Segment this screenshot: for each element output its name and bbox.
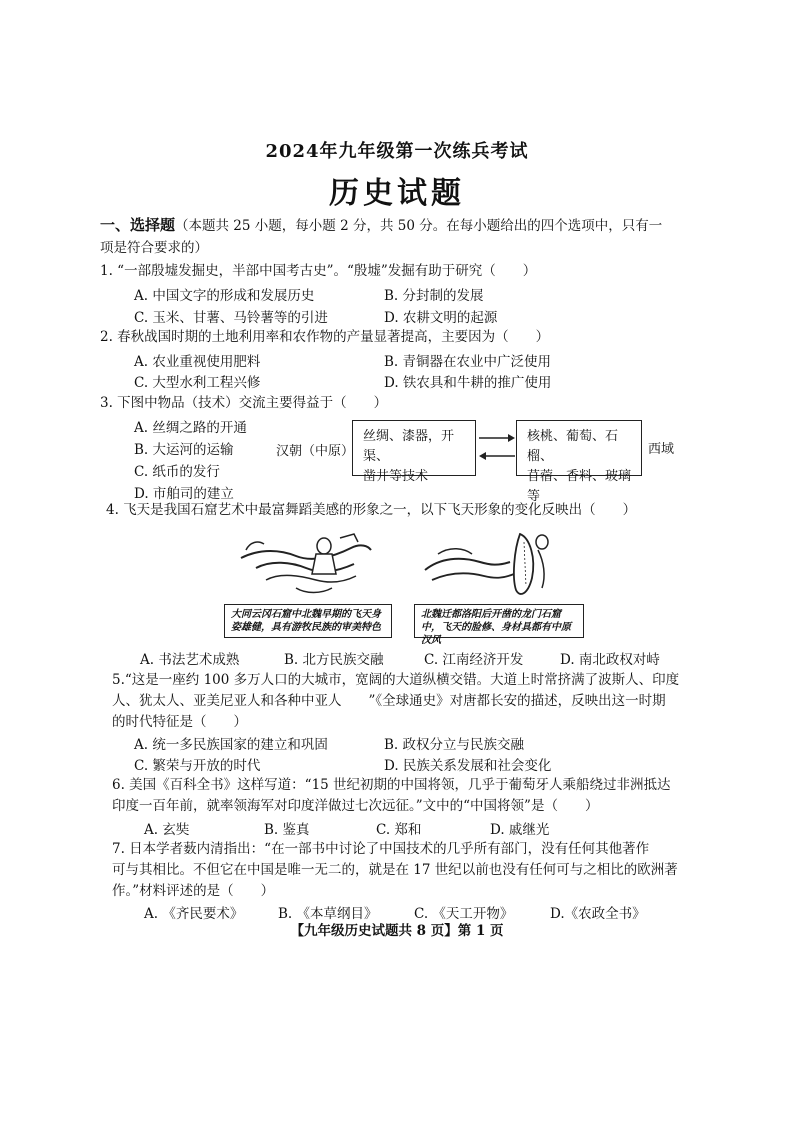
q7-stem-line1: 7. 日本学者薮内清指出：“在一部书中讨论了中国技术的几乎所有部门，没有任何其他著作 xyxy=(112,841,650,857)
q3-label-han: 汉朝（中原） xyxy=(276,444,355,459)
q4-caption-yungang: 大同云冈石窟中北魏早期的飞天身姿雄健，具有游牧民族的审美特色 xyxy=(224,604,392,638)
q3-option-d[interactable]: D. 市舶司的建立 xyxy=(134,486,234,502)
q1-option-b[interactable]: B. 分封制的发展 xyxy=(384,288,484,304)
q5-stem-line2: 人、犹太人、亚美尼亚人和各种中亚人 ”《全球通史》对唐都长安的描述，反映出这一时期 xyxy=(112,693,666,709)
exchange-arrows xyxy=(477,430,517,470)
q3-box-han-line1: 丝绸、漆器，开渠、 xyxy=(363,429,455,464)
section-instructions-line1: （本题共 25 小题，每小题 2 分，共 50 分。在每小题给出的四个选项中，只有一 xyxy=(175,218,663,234)
flying-apsara-yungang-image xyxy=(236,528,376,598)
q1-stem: 1. “一部殷墟发掘史，半部中国考古史”。“殷墟”发掘有助于研究（ ） xyxy=(100,263,537,279)
q6-option-a[interactable]: A. 玄奘 xyxy=(144,822,190,838)
q5-stem-line1: 5.“这是一座约 100 多万人口的大城市，宽阔的大道纵横交错。大道上时常挤满了波斯人、印度 xyxy=(112,672,680,688)
q1-option-c[interactable]: C. 玉米、甘薯、马铃薯等的引进 xyxy=(134,310,328,326)
q4-option-c[interactable]: C. 江南经济开发 xyxy=(424,652,524,668)
q6-option-b[interactable]: B. 鉴真 xyxy=(264,822,310,838)
q6-option-d[interactable]: D. 戚继光 xyxy=(490,822,550,838)
flying-apsara-longmen-image xyxy=(420,528,560,600)
section-instructions xyxy=(100,215,740,236)
q5-option-a[interactable]: A. 统一多民族国家的建立和巩固 xyxy=(134,737,328,753)
subject-title: 历史试题 xyxy=(329,176,465,211)
q6-stem-line2: 印度一百年前，就率领海军对印度洋做过七次远征。”文中的“中国将领”是（ ） xyxy=(112,798,599,814)
q6-stem-line1: 6. 美国《百科全书》这样写道：“15 世纪初期的中国将领，几乎于葡萄牙人乘船绕过非洲抵达 xyxy=(112,777,671,793)
q3-option-a[interactable]: A. 丝绸之路的开通 xyxy=(134,420,247,436)
q6-option-c[interactable]: C. 郑和 xyxy=(376,822,422,838)
q2-option-a[interactable]: A. 农业重视使用肥料 xyxy=(134,354,261,370)
q1-option-d[interactable]: D. 农耕文明的起源 xyxy=(384,310,498,326)
q4-option-b[interactable]: B. 北方民族交融 xyxy=(284,652,384,668)
q3-box-han-goods xyxy=(352,420,476,484)
q7-option-c[interactable]: C. 《天工开物》 xyxy=(414,906,514,922)
q5-option-c[interactable]: C. 繁荣与开放的时代 xyxy=(134,758,261,774)
section-heading: 一、选择题 xyxy=(100,216,176,234)
q3-label-western-regions: 西域 xyxy=(648,442,675,457)
q5-option-d[interactable]: D. 民族关系发展和社会变化 xyxy=(384,758,552,774)
q3-box-han-line2: 凿井等技术 xyxy=(363,469,429,484)
q1-option-a[interactable]: A. 中国文字的形成和发展历史 xyxy=(134,288,315,304)
q4-option-a[interactable]: A. 书法艺术成熟 xyxy=(140,652,240,668)
q7-option-b[interactable]: B. 《本草纲目》 xyxy=(278,906,378,922)
q7-option-d[interactable]: D.《农政全书》 xyxy=(550,906,646,922)
section-instructions-line2: 项是符合要求的） xyxy=(100,240,208,256)
q7-stem-line3: 作。”材料评述的是（ ） xyxy=(112,883,275,899)
q3-option-c[interactable]: C. 纸币的发行 xyxy=(134,464,220,480)
q3-stem: 3. 下图中物品（技术）交流主要得益于（ ） xyxy=(100,395,388,411)
q2-stem: 2. 春秋战国时期的土地利用率和农作物的产量显著提高，主要因为（ ） xyxy=(100,329,550,345)
q4-caption-longmen: 北魏迁都洛阳后开凿的龙门石窟中，飞天的脸修、身材具都有中原汉风 xyxy=(414,604,584,638)
q3-box-west-line1: 核桃、葡萄、石榴、 xyxy=(527,429,619,464)
page-footer: 【九年级历史试题共 8 页】第 1 页 xyxy=(290,923,504,939)
q4-option-d[interactable]: D. 南北政权对峙 xyxy=(560,652,660,668)
exam-title: 2024年九年级第一次练兵考试 xyxy=(265,141,529,162)
q2-option-c[interactable]: C. 大型水利工程兴修 xyxy=(134,375,261,391)
q3-option-b[interactable]: B. 大运河的运输 xyxy=(134,442,234,458)
q2-option-b[interactable]: B. 青铜器在农业中广泛使用 xyxy=(384,354,552,370)
q5-stem-line3: 的时代特征是（ ） xyxy=(112,714,247,730)
q7-stem-line2: 可与其相比。不但它在中国是唯一无二的，就是在 17 世纪以前也没有任何可与之相比的欧洲著 xyxy=(112,862,678,878)
q2-option-d[interactable]: D. 铁农具和牛耕的推广使用 xyxy=(384,375,552,391)
q5-option-b[interactable]: B. 政权分立与民族交融 xyxy=(384,737,525,753)
q7-option-a[interactable]: A. 《齐民要术》 xyxy=(144,906,244,922)
q3-box-western-goods xyxy=(516,420,642,504)
q4-stem: 4. 飞天是我国石窟艺术中最富舞蹈美感的形象之一，以下飞天形象的变化反映出（ ） xyxy=(106,502,637,518)
q3-box-west-line2: 苜蓿、香料、玻璃等 xyxy=(527,469,632,504)
